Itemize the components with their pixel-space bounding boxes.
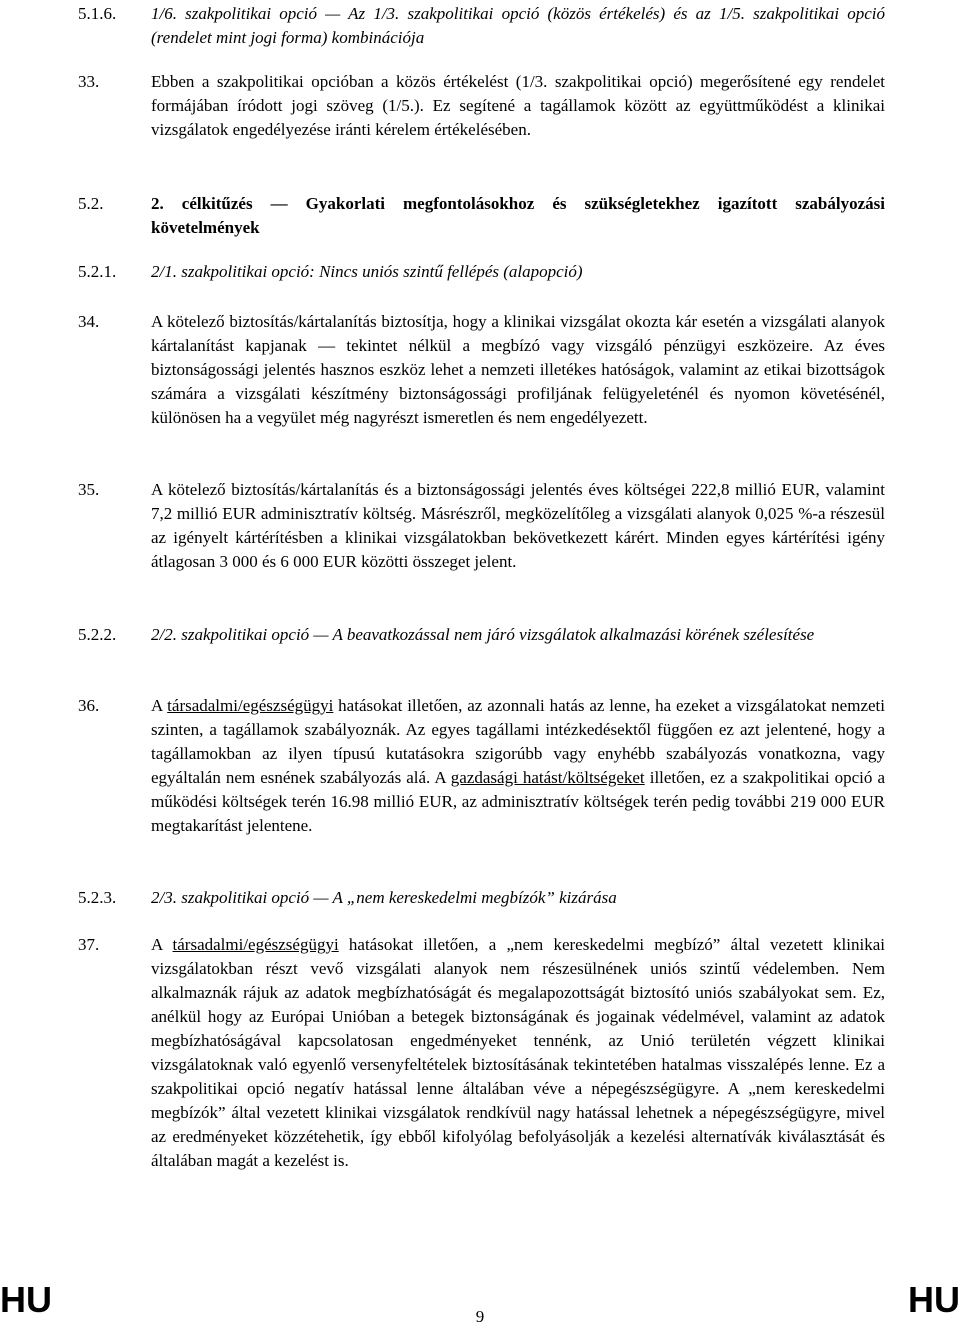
section-heading-5-2-3 [78, 886, 885, 910]
underlined-term: társadalmi/egészségügyi [172, 935, 339, 954]
section-heading-5-2-1 [78, 260, 885, 284]
section-heading-5-2-2 [78, 623, 885, 647]
paragraph-34 [78, 310, 885, 430]
underlined-term: társadalmi/egészségügyi [167, 696, 334, 715]
section-number: 5.2. [78, 194, 104, 213]
section-title: 2. célkitűzés — Gyakorlati megfontolásokhoz és szükségletekhez igazított szabályozási követelmények [151, 194, 885, 237]
paragraph-text: A kötelező biztosítás/kártalanítás és a biztonságossági jelentés éves költségei 222,8 millió EUR, valamint 7,2 millió EUR adminisztratív költség. Másrészről, megközelítőleg a vizsgálati alanyok 0,025 %-a részesül az igényelt kártérítésben a klinikai vizsgálatokban bekövetkezett kárért. Minden egyes kártérítési igény átlagosan 3 000 és 6 000 EUR közötti összeget jelent. [151, 480, 885, 571]
paragraph-text [151, 694, 885, 838]
text-run: A [151, 696, 168, 715]
paragraph-number: 35. [78, 480, 100, 499]
paragraph-number: 37. [78, 935, 100, 954]
paragraph-35 [78, 478, 885, 574]
page-number: 9 [475, 1307, 485, 1326]
section-heading-5-2 [78, 192, 885, 240]
footer-language-right: HU [908, 1279, 960, 1320]
text-run: hatásokat illetően, a „nem kereskedelmi megbízó” által vezetett klinikai vizsgálatokban részt vevő vizsgálati alanyok nem részesülnének uniós szintű védelemben. Nem alkalmaznák rájuk az adatok megbízhatóságát és megalapozottságát biztosító uniós szabályokat sem. Ez, anélkül hogy az Európai Unióban a betegek biztonságának és jogainak védelmével, valamint az adatok megbízhatóságával kapcsolatosan engedményeket tennénk, az Unió területén végzett klinikai vizsgálatoknak való egyenlő versenyfeltételek biztosításának tekintetében hatalmas visszalépés lenne. Ez a szakpolitikai opció negatív hatással lenne általában véve a népegészségügyre. A „nem kereskedelmi megbízók” által vezetett klinikai vizsgálatok rendkívül nagy hatással lehetnek a népegészségügyre, mivel az eredményeket közzétehetik, így ebből kifolyólag befolyásolják a kezelési alternatívák kiválasztását és általában magát a kezelést is. [151, 935, 885, 1170]
section-number: 5.2.1. [78, 262, 117, 281]
footer-language-left: HU [0, 1279, 52, 1320]
section-title: 2/3. szakpolitikai opció — A „nem kereskedelmi megbízók” kizárása [151, 888, 617, 907]
paragraph-number: 34. [78, 312, 100, 331]
paragraph-36 [78, 694, 885, 838]
paragraph-text [151, 933, 885, 1173]
paragraph-number: 33. [78, 72, 100, 91]
paragraph-number: 36. [78, 696, 100, 715]
paragraph-text: Ebben a szakpolitikai opcióban a közös értékelést (1/3. szakpolitikai opció) megerősítené egy rendelet formájában íródott jogi szöveg (1/5.). Ez segítené a tagállamok között az együttműködést a klinikai vizsgálatok engedélyezése iránti kérelem értékelésében. [151, 72, 885, 139]
section-title: 1/6. szakpolitikai opció — Az 1/3. szakpolitikai opció (közös értékelés) és az 1/5. szakpolitikai opció (rendelet mint jogi forma) kombinációja [151, 4, 885, 47]
text-run: hatásokat illetően, az azonnali hatás az lenne, ha ezeket a vizsgálatokat nemzeti szinten, a tagállamok szabályoznák. Az egyes tagállami intézkedésektől függően ez azt jelentené, hogy a tagállamokban az ilyen típusú kutatásokra szigorúbb vagy enyhébb szabályozás vonatkozna, vagy egyáltalán nem esnének szabályozás alá. A [151, 696, 885, 787]
paragraph-text: A kötelező biztosítás/kártalanítás biztosítja, hogy a klinikai vizsgálat okozta kár esetén a vizsgálati alanyok kártalanítást kapjanak — tekintet nélkül a megbízó vagy vizsgáló pénzügyi eszközeire. Az éves biztonságossági jelentés hasznos eszköz lehet a nemzeti illetékes hatóságok, valamint az etikai bizottságok számára a vizsgálati készítmény biztonságossági profiljának felügyeleténél és nyomon követésénél, különösen ha a vegyület még nagyrészt ismeretlen és nem engedélyezett. [151, 312, 885, 427]
section-number: 5.2.3. [78, 888, 117, 907]
section-heading-5-1-6 [78, 2, 885, 50]
section-title: 2/1. szakpolitikai opció: Nincs uniós szintű fellépés (alapopció) [151, 262, 583, 281]
text-run: illetően, ez a szakpolitikai opció a működési költségek terén 16.98 millió EUR, az adminisztratív költségek terén pedig további 219 000 EUR megtakarítást jelentene. [151, 768, 885, 835]
section-number: 5.2.2. [78, 625, 117, 644]
section-number: 5.1.6. [78, 4, 117, 23]
paragraph-37 [78, 933, 885, 1173]
underlined-term: gazdasági hatást/költségeket [450, 768, 645, 787]
section-title: 2/2. szakpolitikai opció — A beavatkozással nem járó vizsgálatok alkalmazási körének szélesítése [151, 625, 815, 644]
paragraph-33 [78, 70, 885, 142]
text-run: A [151, 935, 173, 954]
